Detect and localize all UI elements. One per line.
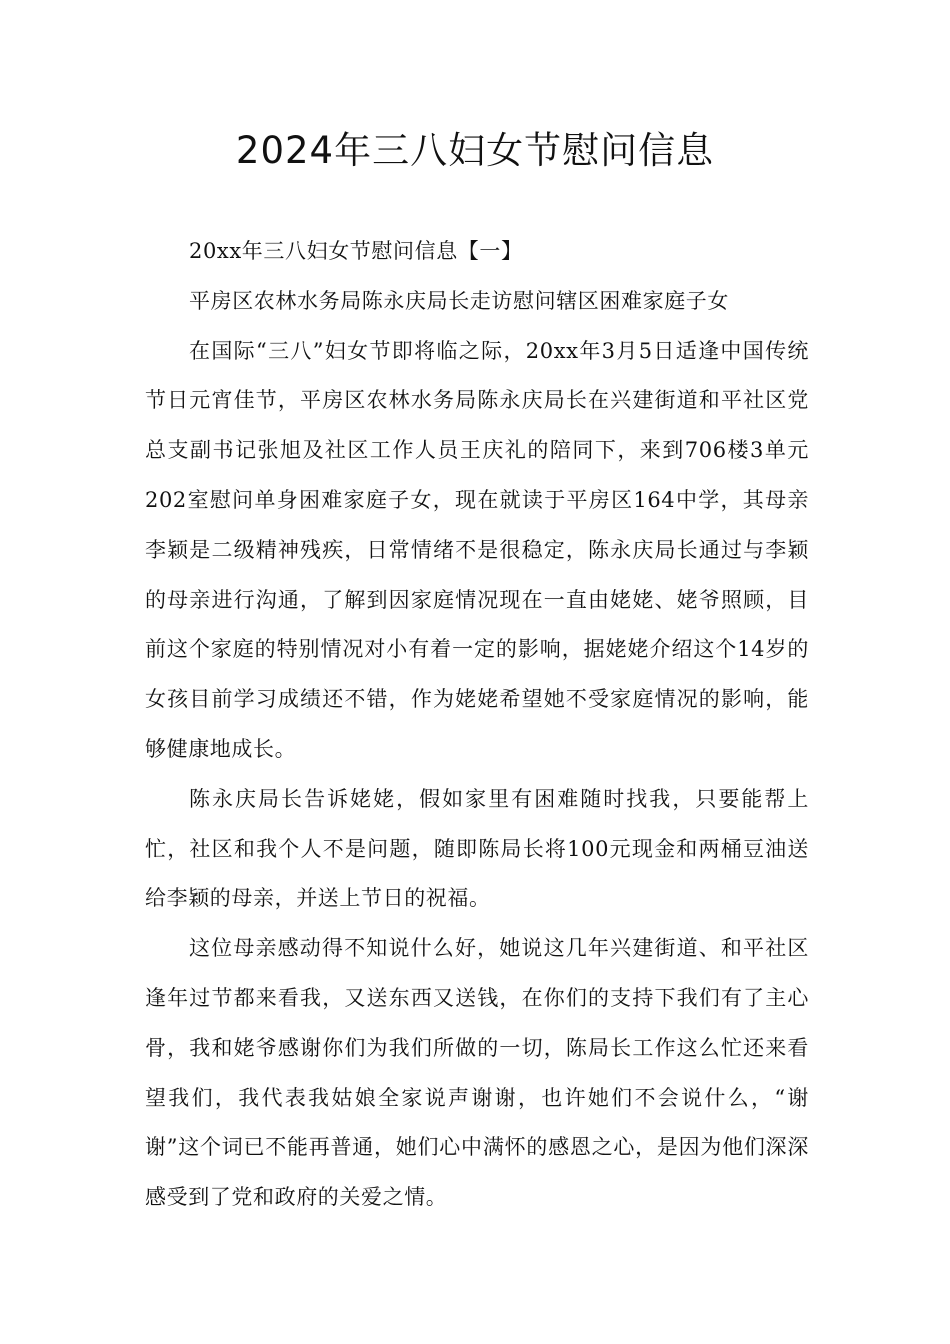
body-paragraph: 陈永庆局长告诉姥姥，假如家里有困难随时找我，只要能帮上忙，社区和我个人不是问题，随即陈局长将100元现金和两桶豆油送给李颖的母亲，并送上节日的祝福。	[145, 786, 809, 911]
document-title: 2024年三八妇女节慰问信息	[235, 129, 715, 172]
section-heading: 20xx年三八妇女节慰问信息【一】	[189, 239, 523, 263]
body-paragraph: 这位母亲感动得不知说什么好，她说这几年兴建街道、和平社区逢年过节都来看我，又送东西又送钱，在你们的支持下我们有了主心骨，我和姥爷感谢你们为我们所做的一切，陈局长工作这么忙还来看望我们，我代表我姑娘全家说声谢谢，也许她们不会说什么，“谢谢”这个词已不能再普通，她们心中满怀的感恩之心，是因为他们深深感受到了党和政府的关爱之情。	[145, 936, 809, 1210]
body-paragraph: 在国际“三八”妇女节即将临之际，20xx年3月5日适逢中国传统节日元宵佳节，平房区农林水务局陈永庆局长在兴建街道和平社区党总支副书记张旭及社区工作人员王庆礼的陪同下，来到706楼3单元202室慰问单身困难家庭子女，现在就读于平房区164中学，其母亲李颖是二级精神残疾，日常情绪不是很稳定，陈永庆局长通过与李颖的母亲进行沟通，了解到因家庭情况现在一直由姥姥、姥爷照顾，目前这个家庭的特别情况对小有着一定的影响，据姥姥介绍这个14岁的女孩目前学习成绩还不错，作为姥姥希望她不受家庭情况的影响，能够健康地成长。	[145, 338, 809, 761]
article-subtitle: 平房区农林水务局陈永庆局长走访慰问辖区困难家庭子女	[189, 288, 729, 313]
document-body	[145, 227, 809, 1223]
